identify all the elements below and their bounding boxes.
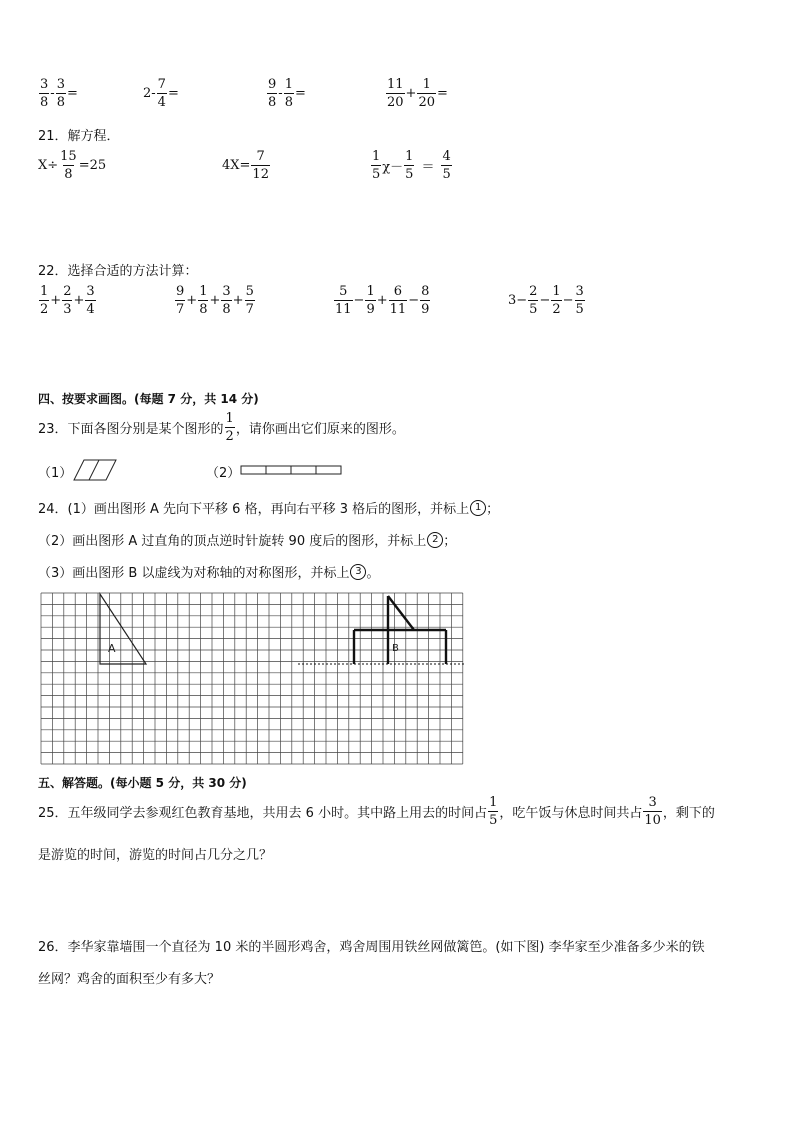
q24-part-2: （2）画出图形 A 过直角的顶点逆时针旋转 90 度后的图形，并标上 2 ；: [38, 533, 457, 549]
q24-part-3: （3）画出图形 B 以虚线为对称轴的对称图形，并标上 3 。: [38, 565, 380, 581]
q20-expr-3: $\frac{9}{8}$ - $\frac{1}{8}$ =: [268, 77, 306, 110]
q20-expr-2: 2- $\frac{7}{4}$ =: [143, 77, 179, 110]
q21-title: 21．解方程．: [38, 129, 120, 144]
q22-expr-2: $\frac{9}{7}$ + $\frac{1}{8}$ + $\frac{3}{8}$ + $\frac{5}{7}$: [176, 284, 254, 317]
q23-label-2: （2）: [206, 466, 241, 481]
q22-title: 22．选择合适的方法计算：: [38, 264, 198, 279]
grid-lines: [41, 593, 463, 764]
q23-figure-strip: [240, 464, 344, 476]
shape-b: [354, 596, 446, 664]
section-4-heading: 四、按要求画图。(每题 7 分，共 14 分): [38, 392, 259, 406]
q25-line-2: 是游览的时间，游览的时间占几分之几？: [38, 848, 273, 863]
q25-line-1: 25．五年级同学去参观红色教育基地，共用去 6 小时。其中路上用去的时间占 $\frac{1}{5}$ ，吃午饭与休息时间共占 $\frac{3}{10}$ ，剩下的: [38, 795, 715, 828]
q21-equation-1: X÷ $\frac{15}{8}$ =25: [38, 149, 107, 182]
q23-label-1: （1）: [38, 466, 73, 481]
section-5-heading: 五、解答题。(每小题 5 分，共 30 分): [38, 776, 247, 790]
shape-b-label: B: [392, 643, 399, 654]
shape-a-label: A: [108, 642, 116, 655]
q21-equation-3: $\frac{1}{5}$ χ－ $\frac{1}{5}$ ＝ $\frac{4}{5}$: [372, 149, 451, 182]
q26-line-1: 26．李华家靠墙围一个直径为 10 米的半圆形鸡舍，鸡舍周围用铁丝网做篱笆。(如下图) 李华家至少准备多少米的铁: [38, 940, 705, 955]
q21-equation-2: 4X= $\frac{7}{12}$: [222, 149, 269, 182]
circled-number-1: 1: [470, 500, 486, 516]
q22-expr-3: $\frac{5}{11}$ − $\frac{1}{9}$ + $\frac{6}{11}$ − $\frac{8}{9}$: [335, 284, 430, 317]
q23-prompt: 23．下面各图分别是某个图形的 $\frac{1}{2}$ ，请你画出它们原来的图形。: [38, 411, 405, 444]
circled-number-2: 2: [427, 532, 443, 548]
q26-line-2: 丝网？鸡舍的面积至少有多大？: [38, 972, 221, 987]
q22-expr-1: $\frac{1}{2}$ + $\frac{2}{3}$ + $\frac{3}{4}$: [40, 284, 95, 317]
q24-grid: [40, 592, 466, 770]
q20-expr-1: $\frac{3}{8}$ - $\frac{3}{8}$ =: [40, 77, 78, 110]
q23-figure-parallelogram: [72, 458, 120, 482]
q22-expr-4: 3− $\frac{2}{5}$ − $\frac{1}{2}$ − $\frac{3}{5}$: [508, 284, 584, 317]
q24-part-1: 24．(1）画出图形 A 先向下平移 6 格，再向右平移 3 格后的图形，并标上 1 ；: [38, 501, 500, 517]
q20-expr-4: $\frac{11}{20}$ + $\frac{1}{20}$ =: [387, 77, 448, 110]
circled-number-3: 3: [350, 564, 366, 580]
